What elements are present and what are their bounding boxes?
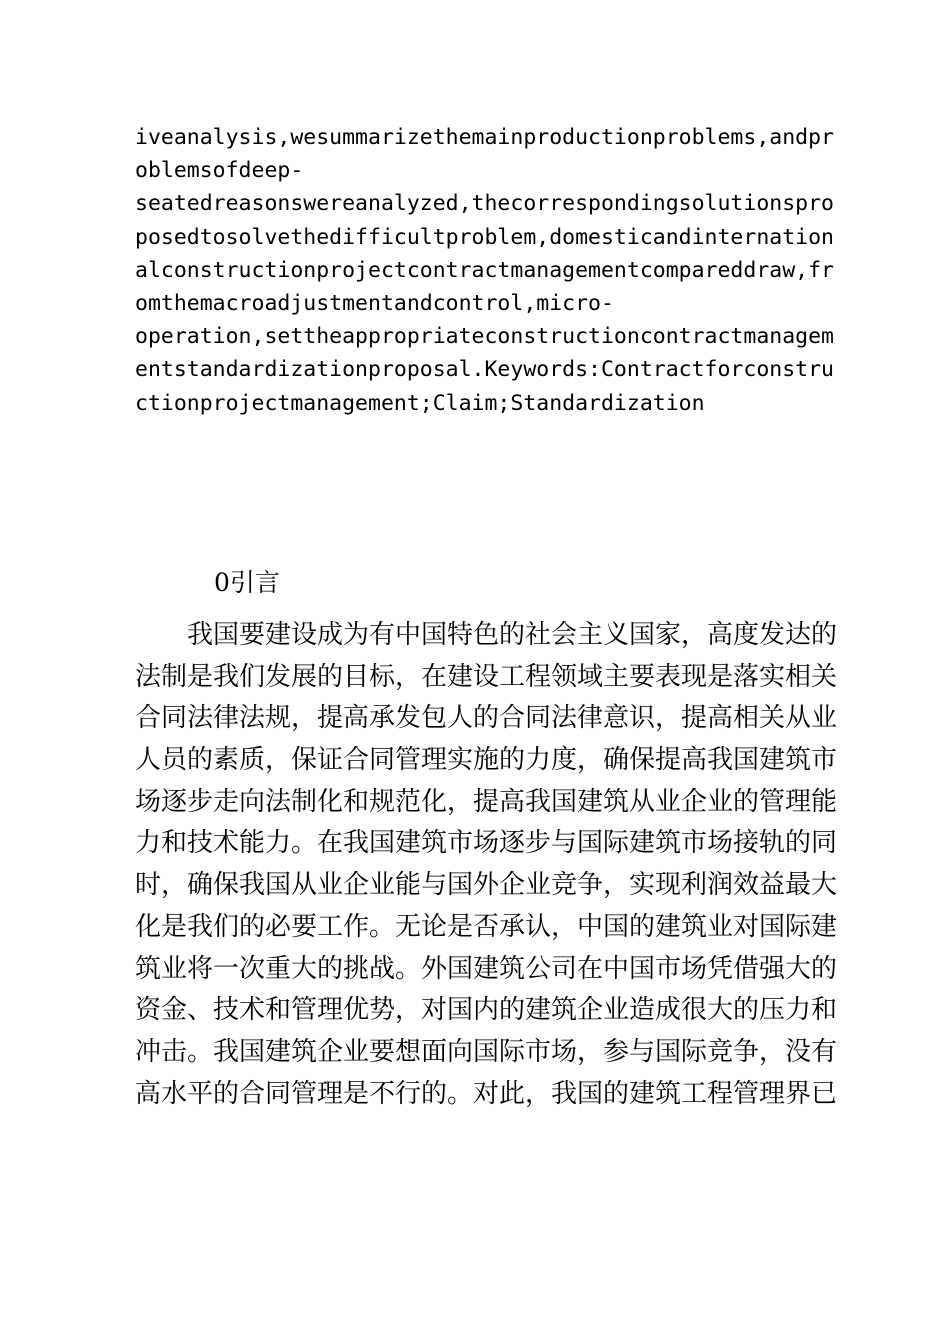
body-line: 高水平的合同管理是不行的。对此，我国的建筑工程管理界已 xyxy=(135,1078,838,1109)
abstract-line: operation,settheappropriateconstructioncontractmanagem xyxy=(135,324,834,350)
body-line: 冲击。我国建筑企业要想面向国际市场，参与国际竞争，没有 xyxy=(135,1036,838,1067)
section-heading: 0引言 xyxy=(214,568,280,597)
body-line: 我国要建设成为有中国特色的社会主义国家，高度发达的 xyxy=(135,620,838,650)
abstract-line: ctionprojectmanagement;Claim;Standardization xyxy=(135,390,705,416)
body-line: 人员的素质，保证合同管理实施的力度，确保提高我国建筑市 xyxy=(135,745,838,776)
body-line: 合同法律法规，提高承发包人的合同法律意识，提高相关从业 xyxy=(135,703,838,734)
body-line: 场逐步走向法制化和规范化，提高我国建筑从业企业的管理能 xyxy=(135,786,838,817)
abstract-line: seatedreasonswereanalyzed,thecorrespondingsolutionspro xyxy=(135,191,834,217)
abstract-line: oblemsofdeep- xyxy=(135,158,304,184)
body-line: 化是我们的必要工作。无论是否承认，中国的建筑业对国际建 xyxy=(135,911,838,942)
body-line: 法制是我们发展的目标，在建设工程领域主要表现是落实相关 xyxy=(135,661,838,692)
body-line: 筑业将一次重大的挑战。外国建筑公司在中国市场凭借强大的 xyxy=(135,953,838,984)
abstract-line: posedtosolvethedifficultproblem,domesticandinternation xyxy=(135,224,834,250)
body-line: 力和技术能力。在我国建筑市场逐步与国际建筑市场接轨的同 xyxy=(135,828,838,859)
body-line: 资金、技术和管理优势，对国内的建筑企业造成很大的压力和 xyxy=(135,995,838,1026)
abstract-line: omthemacroadjustmentandcontrol,micro- xyxy=(135,290,614,316)
abstract-line: entstandardizationproposal.Keywords:Contractforconstru xyxy=(135,357,834,383)
body-line: 时，确保我国从业企业能与国外企业竞争，实现利润效益最大 xyxy=(135,870,838,901)
abstract-line: alconstructionprojectcontractmanagementcompareddraw,fr xyxy=(135,257,834,283)
abstract-line: iveanalysis,wesummarizethemainproductionproblems,andpr xyxy=(135,125,834,150)
body-paragraph xyxy=(135,615,838,1115)
abstract-text xyxy=(135,121,835,420)
